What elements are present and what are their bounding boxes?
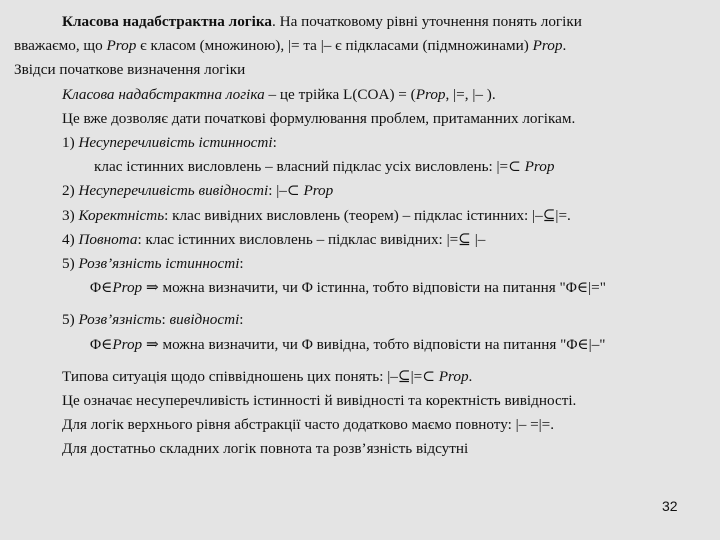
list-item-detail: [14, 276, 708, 300]
prop-symbol: Prop: [303, 182, 334, 200]
prop-symbol: Prop: [112, 335, 143, 353]
paragraph-line: Для логік верхнього рівня абстракції часто додатково маємо повноту: |– =|=.: [62, 416, 555, 434]
list-item-2: [14, 179, 708, 203]
text-fragment: : клас істинних висловлень – підклас вивідних: |=⊆ |–: [137, 230, 486, 248]
list-item-4: [14, 228, 708, 252]
defined-term: Класова надабстрактна логіка: [62, 85, 265, 103]
paragraph-line: [14, 365, 708, 389]
item-term: Повнота: [78, 230, 138, 248]
list-item-1: [14, 131, 708, 155]
item-number: 2): [62, 182, 79, 200]
text-fragment: :: [239, 311, 244, 329]
paragraph-line: Для достатньо складних логік повнота та розв’язність відсутні: [62, 440, 469, 458]
paragraph-line: Це означає несуперечливість істинності й вивідності та коректність вивідності.: [62, 392, 577, 410]
item-number: 3): [62, 206, 79, 224]
paragraph-line: [14, 10, 708, 34]
text-fragment: :: [239, 255, 244, 273]
text-fragment: ⇒ можна визначити, чи Φ вивідна, тобто відповісти на питання "Φ∈|–": [142, 335, 606, 353]
item-term: Коректність: [78, 206, 165, 224]
paragraph-line: Звідси початкове визначення логіки: [14, 61, 246, 79]
item-term: Несуперечливість вивідності: [78, 182, 269, 200]
item-term: Розв’язність істинності: [78, 255, 240, 273]
list-item-5b: [14, 308, 708, 332]
text-fragment: : |–⊂: [268, 182, 304, 200]
text-fragment: вважаємо, що: [14, 37, 107, 55]
page-number: 32: [662, 498, 678, 514]
list-item-3: [14, 204, 708, 228]
text-fragment: :: [161, 311, 170, 329]
text-fragment: Φ∈: [90, 279, 113, 297]
prop-symbol: Prop: [112, 279, 143, 297]
list-item-detail: [14, 155, 708, 179]
paragraph-line: [14, 34, 708, 58]
text-fragment: клас істинних висловлень – власний підклас усіх висловлень: |=⊂: [94, 158, 525, 176]
item-term: Несуперечливість істинності: [78, 134, 273, 152]
list-item-detail: [14, 333, 708, 357]
item-number: 5): [62, 255, 79, 273]
text-fragment: .: [562, 37, 567, 55]
item-number: 5): [62, 311, 79, 329]
prop-symbol: Prop: [106, 37, 137, 55]
text-fragment: є класом (множиною), |= та |– є підкласами (підмножинами): [136, 37, 533, 55]
text-fragment: – це трійка L(COA) = (: [264, 85, 416, 103]
list-item-5a: [14, 252, 708, 276]
text-fragment: , |=, |– ).: [445, 85, 496, 103]
text-fragment: ⇒ можна визначити, чи Φ істинна, тобто відповісти на питання "Φ∈|=": [142, 279, 606, 297]
paragraph-line: Це вже дозволяє дати початкові формулювання проблем, притаманних логікам.: [62, 109, 576, 127]
definition-line: [14, 83, 708, 107]
prop-symbol: Prop: [415, 85, 446, 103]
text-fragment: Типова ситуація щодо співвідношень цих понять: |–⊆|=⊂: [62, 367, 439, 385]
text-fragment: : клас вивідних висловлень (теорем) – підклас істинних: |–⊆|=.: [164, 206, 571, 224]
text-fragment: .: [468, 367, 473, 385]
prop-symbol: Prop: [524, 158, 555, 176]
text-fragment: . На початковому рівні уточнення понять логіки: [272, 13, 582, 30]
prop-symbol: Prop: [438, 367, 469, 385]
prop-symbol: Prop: [532, 37, 563, 55]
text-fragment: :: [272, 134, 277, 152]
item-number: 4): [62, 230, 79, 248]
item-number: 1): [62, 134, 79, 152]
item-term: Розв’язність: [78, 311, 162, 329]
text-fragment: Φ∈: [90, 335, 113, 353]
term-heading: Класова надабстрактна логіка: [62, 13, 273, 30]
item-term: вивідності: [169, 311, 240, 329]
